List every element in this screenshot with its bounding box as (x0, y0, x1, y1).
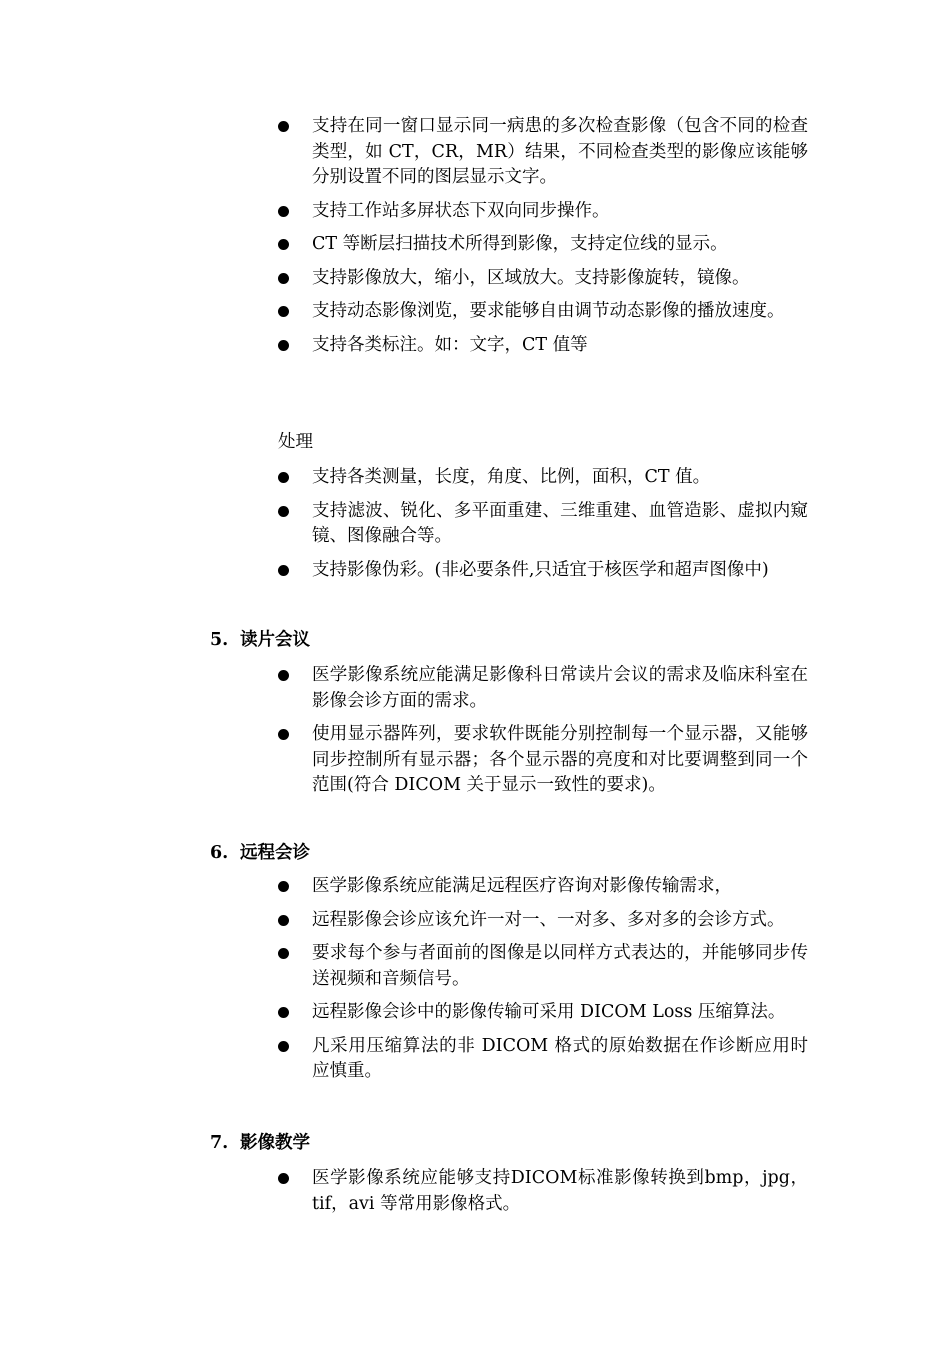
bullet-icon (278, 881, 289, 892)
section-6-list (278, 874, 808, 1093)
processing-label: 处理 (278, 432, 313, 452)
display-feature-list (278, 114, 808, 366)
list-item: 支持各类标注。如：文字，CT 值等 (278, 333, 808, 359)
bullet-icon (278, 306, 289, 317)
list-item: 远程影像会诊应该允许一对一、一对多、多对多的会诊方式。 (278, 908, 808, 934)
bullet-icon (278, 1007, 289, 1018)
bullet-icon (278, 948, 289, 959)
list-item: 支持影像伪彩。(非必要条件,只适宜于核医学和超声图像中) (278, 558, 808, 584)
list-item: 支持动态影像浏览，要求能够自由调节动态影像的播放速度。 (278, 299, 808, 325)
list-item: 医学影像系统应能满足远程医疗咨询对影像传输需求， (278, 874, 808, 900)
bullet-icon (278, 1041, 289, 1052)
bullet-icon (278, 670, 289, 681)
section-heading-6: 6. 远程会诊 (210, 843, 310, 863)
list-item: 要求每个参与者面前的图像是以同样方式表达的，并能够同步传送视频和音频信号。 (278, 941, 808, 992)
bullet-icon (278, 1173, 289, 1184)
section-heading-5: 5. 读片会议 (210, 630, 310, 650)
list-item: 支持在同一窗口显示同一病患的多次检查影像（包含不同的检查类型，如 CT，CR，MR）结果，不同检查类型的影像应该能够分别设置不同的图层显示文字。 (278, 114, 808, 191)
bullet-icon (278, 340, 289, 351)
bullet-icon (278, 206, 289, 217)
list-item: 使用显示器阵列，要求软件既能分别控制每一个显示器，又能够同步控制所有显示器；各个显示器的亮度和对比要调整到同一个范围(符合 DICOM 关于显示一致性的要求)。 (278, 722, 808, 799)
bullet-icon (278, 239, 289, 250)
list-item: 支持影像放大，缩小，区域放大。支持影像旋转，镜像。 (278, 266, 808, 292)
list-item: 支持各类测量，长度，角度、比例，面积，CT 值。 (278, 465, 808, 491)
section-heading-7: 7. 影像教学 (210, 1133, 310, 1153)
bullet-icon (278, 565, 289, 576)
bullet-icon (278, 472, 289, 483)
list-item: 医学影像系统应能够支持DICOM标准影像转换到bmp，jpg，tif，avi 等常用影像格式。 (278, 1166, 808, 1217)
bullet-icon (278, 506, 289, 517)
bullet-icon (278, 121, 289, 132)
list-item: 凡采用压缩算法的非 DICOM 格式的原始数据在作诊断应用时应慎重。 (278, 1034, 808, 1085)
bullet-icon (278, 729, 289, 740)
list-item: CT 等断层扫描技术所得到影像，支持定位线的显示。 (278, 232, 808, 258)
list-item: 远程影像会诊中的影像传输可采用 DICOM Loss 压缩算法。 (278, 1000, 808, 1026)
list-item: 支持工作站多屏状态下双向同步操作。 (278, 199, 808, 225)
list-item: 支持滤波、锐化、多平面重建、三维重建、血管造影、虚拟内窥镜、图像融合等。 (278, 499, 808, 550)
bullet-icon (278, 915, 289, 926)
section-5-list (278, 663, 808, 807)
section-7-list (278, 1166, 808, 1225)
list-item: 医学影像系统应能满足影像科日常读片会议的需求及临床科室在影像会诊方面的需求。 (278, 663, 808, 714)
processing-feature-list (278, 465, 808, 591)
bullet-icon (278, 273, 289, 284)
